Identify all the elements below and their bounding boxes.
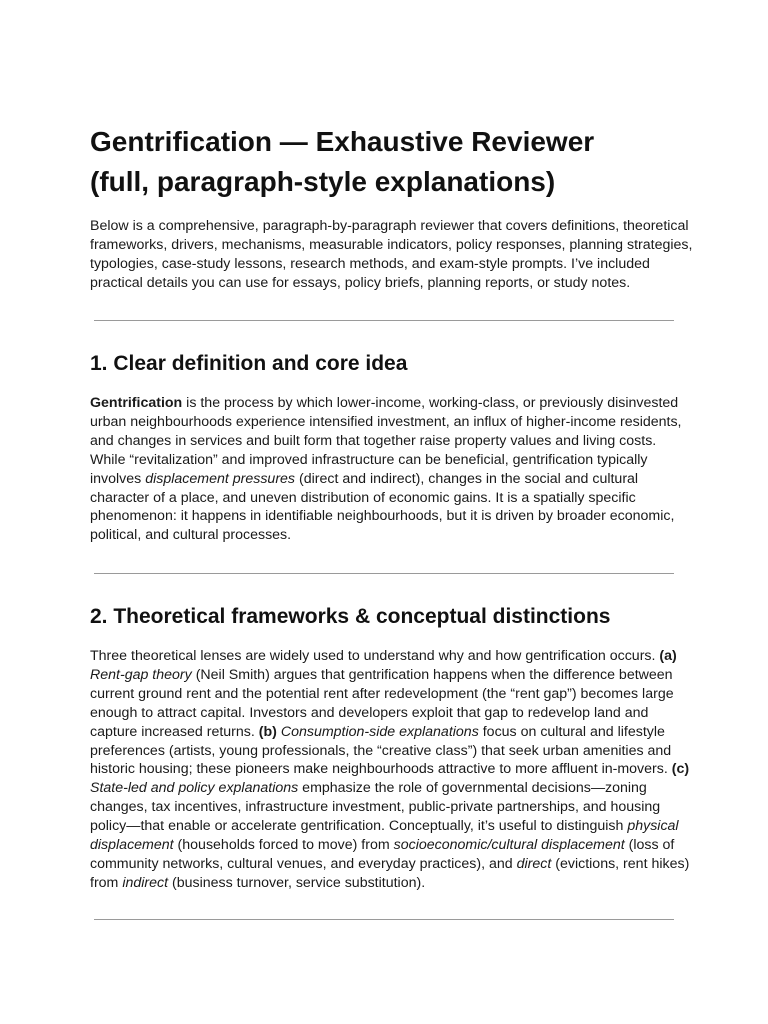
para-line	[90, 836, 690, 855]
para-line	[90, 470, 690, 489]
text-run: from	[90, 874, 123, 891]
para-line: current ground rent and the potential rent after redevelopment (the “rent gap”) becomes large	[90, 685, 674, 702]
para-line	[90, 855, 690, 874]
para-line	[90, 666, 690, 685]
text-run: capture increased returns.	[90, 723, 259, 740]
para-line	[90, 394, 690, 413]
text-run: (evictions, rent hikes)	[551, 855, 690, 872]
para-line	[90, 760, 690, 779]
text-run: focus on cultural and lifestyle	[478, 723, 665, 740]
intro-line: practical details you can use for essays, policy briefs, planning reports, or study notes.	[90, 274, 631, 291]
text-run: (business turnover, service substitution).	[168, 874, 426, 891]
section-heading-2: 2. Theoretical frameworks & conceptual distinctions	[90, 605, 611, 628]
section-2-paragraph	[90, 647, 690, 893]
text-run: is the process by which lower-income, working-class, or previously disinvested	[182, 395, 679, 411]
text-run: emphasize the role of governmental decisions—zoning	[298, 780, 647, 797]
intro-line: Below is a comprehensive, paragraph-by-paragraph reviewer that covers definitions, theoretical	[90, 218, 689, 234]
emphasis: socioeconomic/cultural displacement	[393, 837, 625, 854]
text-run: involves	[90, 470, 146, 487]
emphasis: displacement	[90, 837, 174, 854]
emphasis: indirect	[122, 874, 169, 891]
list-marker: (a)	[659, 648, 677, 664]
para-line	[90, 779, 690, 798]
text-run: (households forced to move) from	[173, 837, 394, 854]
section-heading-1: 1. Clear definition and core idea	[90, 352, 408, 375]
para-line	[90, 647, 690, 666]
divider	[94, 320, 674, 321]
text-run: community networks, cultural venues, and everyday practices), and	[90, 855, 517, 872]
emphasis: physical	[627, 818, 679, 835]
list-marker: (b)	[258, 723, 277, 740]
emphasis: Rent-gap theory	[90, 666, 192, 683]
title-line-2: (full, paragraph-style explanations)	[90, 166, 556, 197]
text-run: (loss of	[624, 837, 675, 854]
emphasis: Consumption-side explanations	[276, 723, 479, 740]
para-line	[90, 723, 690, 742]
text-run: (direct and indirect), changes in the social and cultural	[295, 470, 639, 487]
term-gentrification: Gentrification	[90, 395, 183, 411]
list-marker: (c)	[671, 761, 690, 778]
page-title	[90, 122, 680, 202]
text-run: historic housing; these pioneers make neighbourhoods attractive to more affluent in-movers.	[90, 761, 672, 778]
section-1-paragraph	[90, 394, 690, 545]
title-line-1: Gentrification — Exhaustive Reviewer	[90, 126, 595, 157]
para-line: political, and cultural processes.	[90, 527, 292, 544]
text-run: policy—that enable or accelerate gentrification. Conceptually, it’s useful to distinguish	[90, 818, 628, 835]
para-line: urban neighbourhoods experience intensified investment, an influx of higher-income residents,	[90, 413, 682, 430]
emphasis: displacement pressures	[145, 470, 296, 487]
text-run: Three theoretical lenses are widely used to understand why and how gentrification occurs.	[90, 648, 660, 664]
para-line: phenomenon: it happens in identifiable neighbourhoods, but it is driven by broader economic,	[90, 508, 675, 525]
divider	[94, 919, 674, 920]
intro-paragraph	[90, 217, 693, 293]
para-line: While “revitalization” and improved infrastructure can be beneficial, gentrification typically	[90, 451, 648, 468]
emphasis: direct	[516, 855, 552, 872]
para-line: character of a place, and uneven distribution of economic gains. It is a spatially specific	[90, 489, 636, 506]
para-line: enough to attract capital. Investors and developers exploit that gap to redevelop land and	[90, 704, 649, 721]
intro-line: frameworks, drivers, mechanisms, measurable indicators, policy responses, planning strategies,	[90, 236, 693, 253]
para-line: changes, tax incentives, infrastructure investment, public-private partnerships, and housing	[90, 799, 661, 816]
para-line	[90, 874, 690, 893]
divider	[94, 573, 674, 574]
para-line: and changes in services and built form that together raise property values and living costs.	[90, 432, 657, 449]
intro-line: typologies, case-study lessons, research methods, and exam-style prompts. I’ve included	[90, 255, 650, 272]
para-line	[90, 817, 690, 836]
text-run: (Neil Smith) argues that gentrification happens when the difference between	[191, 666, 673, 683]
para-line: preferences (artists, young professionals, the “creative class”) that seek urban amenities and	[90, 742, 672, 759]
emphasis: State-led and policy explanations	[90, 780, 299, 797]
